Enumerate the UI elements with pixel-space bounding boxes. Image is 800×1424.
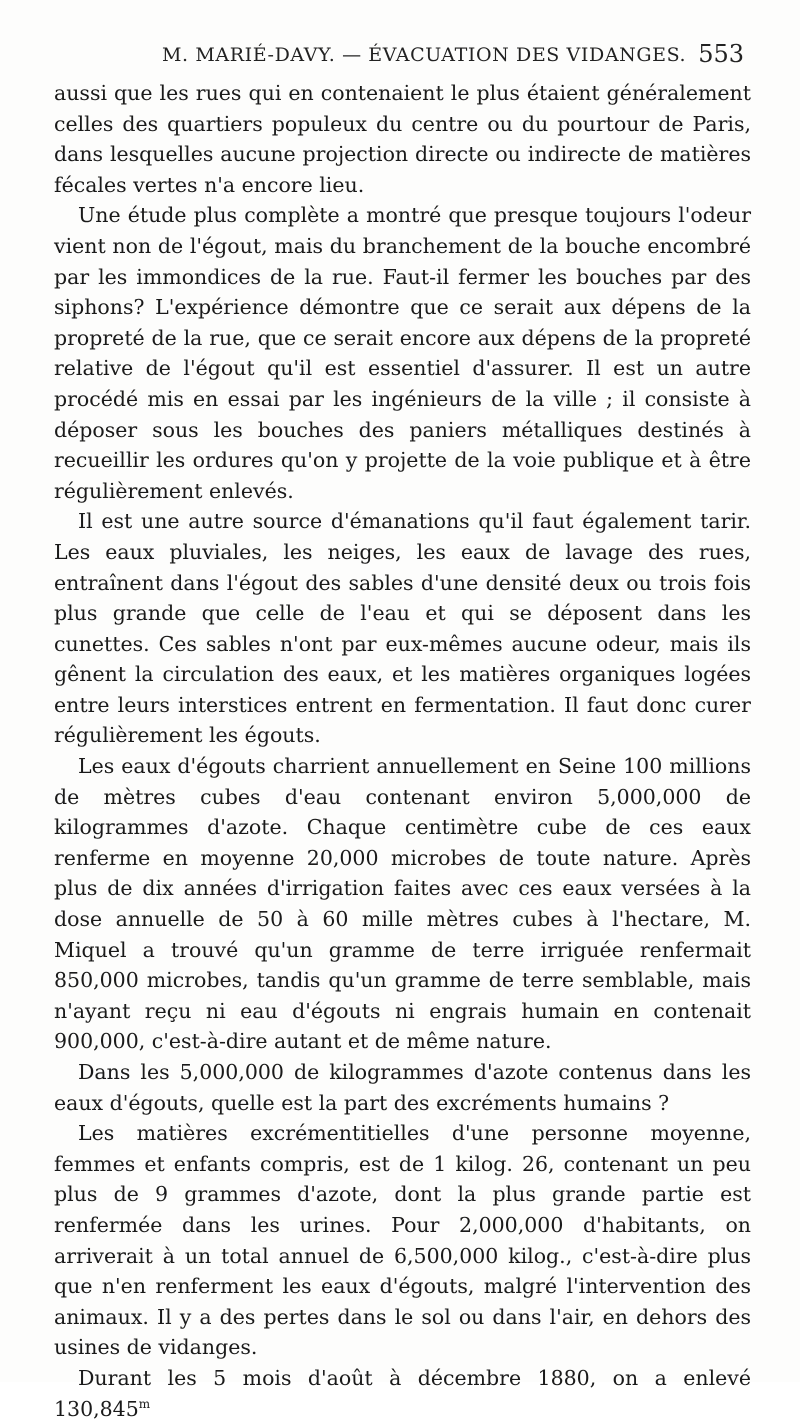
paragraph-4: Les eaux d'égouts charrient annuellement en Seine 100 millions de mètres cubes d'eau contenant environ 5,000,000 de kilogrammes d'azote. Chaque centimètre cube de ces eaux renferme en moyenne 20,000 microbes de toute nature. Après plus de dix années d'irrigation faites avec ces eaux versées à la dose annuelle de 50 à 60 mille mètres cubes à l'hectare, M. Miquel a trouvé qu'un gramme de terre irriguée renfermait 850,000 microbes, tandis qu'un gramme de terre semblable, mais n'ayant reçu ni eau d'égouts ni engrais humain en contenait 900,000, c'est-à-dire autant et de même nature. — [54, 754, 751, 1054]
body-text — [54, 78, 751, 1424]
paragraph-5: Dans les 5,000,000 de kilogrammes d'azote contenus dans les eaux d'égouts, quelle est la part des excréments humains ? — [54, 1060, 751, 1115]
page-number: 553 — [698, 40, 744, 68]
paragraph-7-text: Durant les 5 mois d'août à décembre 1880, on a enlevé 130,845 — [54, 1365, 751, 1421]
paragraph-7 — [54, 1363, 751, 1424]
paragraph-3: Il est une autre source d'émanations qu'il faut également tarir. Les eaux pluviales, les neiges, les eaux de lavage des rues, entraînent dans l'égout des sables d'une densité deux ou trois fois plus grande que celle de l'eau et qui se déposent dans les cunettes. Ces sables n'ont par eux-mêmes aucune odeur, mais ils gênent la circulation des eaux, et les matières organiques logées entre leurs interstices entrent en fermentation. Il faut donc curer régulièrement les égouts. — [54, 509, 751, 748]
running-head: M. MARIÉ-DAVY. — ÉVACUATION DES VIDANGES. — [162, 44, 687, 66]
page-header — [54, 38, 746, 74]
paragraph-2: Une étude plus complète a montré que presque toujours l'odeur vient non de l'égout, mais du branchement de la bouche encombré par les immondices de la rue. Faut-il fermer les bouches par des siphons? L'expérience démontre que ce serait aux dépens de la propreté de la rue, que ce serait encore aux dépens de la propreté relative de l'égout qu'il est essentiel d'assurer. Il est un autre procédé mis en essai par les ingénieurs de la ville ; il consiste à déposer sous les bouches des paniers métalliques destinés à recueillir les ordures qu'on y projette de la voie publique et à être régulièrement enlevés. — [54, 203, 751, 503]
unit-superscript: m — [138, 1396, 151, 1411]
paragraph-6: Les matières excrémentitielles d'une personne moyenne, femmes et enfants compris, est de 1 kilog. 26, contenant un peu plus de 9 grammes d'azote, dont la plus grande partie est renfermée dans les urines. Pour 2,000,000 d'habitants, on arriverait à un total annuel de 6,500,000 kilog., c'est-à-dire plus que n'en renferment les eaux d'égouts, malgré l'intervention des animaux. Il y a des pertes dans le sol ou dans l'air, en dehors des usines de vidanges. — [54, 1121, 751, 1360]
paragraph-1: aussi que les rues qui en contenaient le plus étaient généralement celles des quartiers populeux du centre ou du pourtour de Paris, dans lesquelles aucune projection directe ou indirecte de matières fécales vertes n'a encore lieu. — [54, 81, 751, 197]
